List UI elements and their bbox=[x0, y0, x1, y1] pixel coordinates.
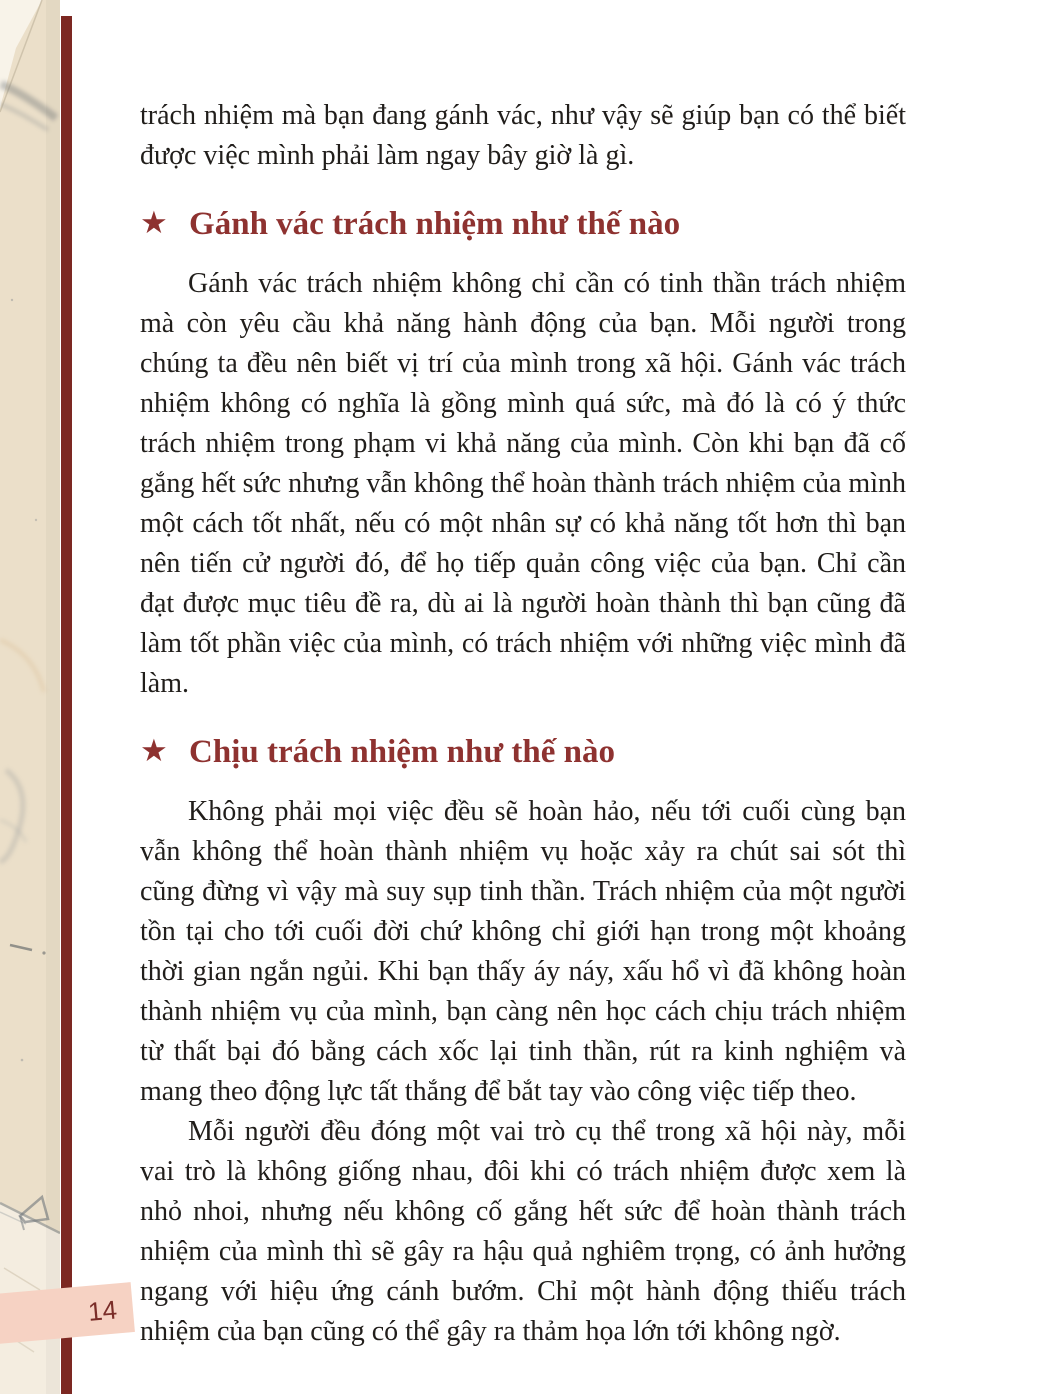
section-heading-2 bbox=[140, 730, 906, 774]
page-content bbox=[140, 0, 906, 1352]
page-number: 14 bbox=[86, 1294, 119, 1327]
spine-bar bbox=[61, 16, 72, 1394]
section-heading-1 bbox=[140, 202, 906, 246]
section-heading-2-text: Chịu trách nhiệm như thế nào bbox=[189, 734, 616, 770]
paragraph-continued: trách nhiệm mà bạn đang gánh vác, như vậy sẽ giúp bạn có thể biết được việc mình phải làm ngay bây giờ là gì. bbox=[140, 100, 906, 171]
star-icon: ★ bbox=[140, 733, 168, 768]
paragraph-section-2-a: Không phải mọi việc đều sẽ hoàn hảo, nếu tới cuối cùng bạn vẫn không thể hoàn thành nhiệm vụ hoặc xảy ra chút sai sót thì cũng đừng vì vậy mà suy sụp tinh thần. Trách nhiệm của một người tồn tại cho tới cuối đời chứ không chỉ giới hạn trong một khoảng thời gian ngắn ngủi. Khi bạn thấy áy náy, xấu hổ vì đã không hoàn thành nhiệm vụ của mình, bạn càng nên học cách chịu trách nhiệm từ thất bại đó bằng cách xốc lại tinh thần, rút ra kinh nghiệm và mang theo động lực tất thắng để bắt tay vào công việc tiếp theo. bbox=[140, 796, 906, 1107]
paragraph-section-2-b: Mỗi người đều đóng một vai trò cụ thể trong xã hội này, mỗi vai trò là không giống nhau, đôi khi có trách nhiệm được xem là nhỏ nhoi, nhưng nếu không cố gắng hết sức để hoàn thành trách nhiệm của mình thì sẽ gây ra hậu quả nghiêm trọng, có ảnh hưởng ngang với hiệu ứng cánh bướm. Chỉ một hành động thiếu trách nhiệm của bạn cũng có thể gây ra thảm họa lớn tới không ngờ. bbox=[140, 1116, 906, 1347]
paper-texture-graphic bbox=[0, 0, 60, 1394]
page-number-badge bbox=[0, 1282, 135, 1344]
star-icon: ★ bbox=[140, 205, 168, 240]
paragraph-section-1: Gánh vác trách nhiệm không chỉ cần có tinh thần trách nhiệm mà còn yêu cầu khả năng hành động của bạn. Mỗi người trong chúng ta đều nên biết vị trí của mình trong xã hội. Gánh vác trách nhiệm không có nghĩa là gồng mình quá sức, mà đó là có ý thức trách nhiệm trong phạm vi khả năng của mình. Còn khi bạn đã cố gắng hết sức nhưng vẫn không thể hoàn thành trách nhiệm của mình một cách tốt nhất, nếu có một nhân sự có khả năng tốt hơn thì bạn nên tiến cử người đó, để họ tiếp quản công việc của bạn. Chỉ cần đạt được mục tiêu đề ra, dù ai là người hoàn thành thì bạn cũng đã làm tốt phần việc của mình, có trách nhiệm với những việc mình đã làm. bbox=[140, 268, 906, 699]
paper-texture-strip bbox=[0, 0, 60, 1394]
section-heading-1-text: Gánh vác trách nhiệm như thế nào bbox=[189, 206, 681, 242]
